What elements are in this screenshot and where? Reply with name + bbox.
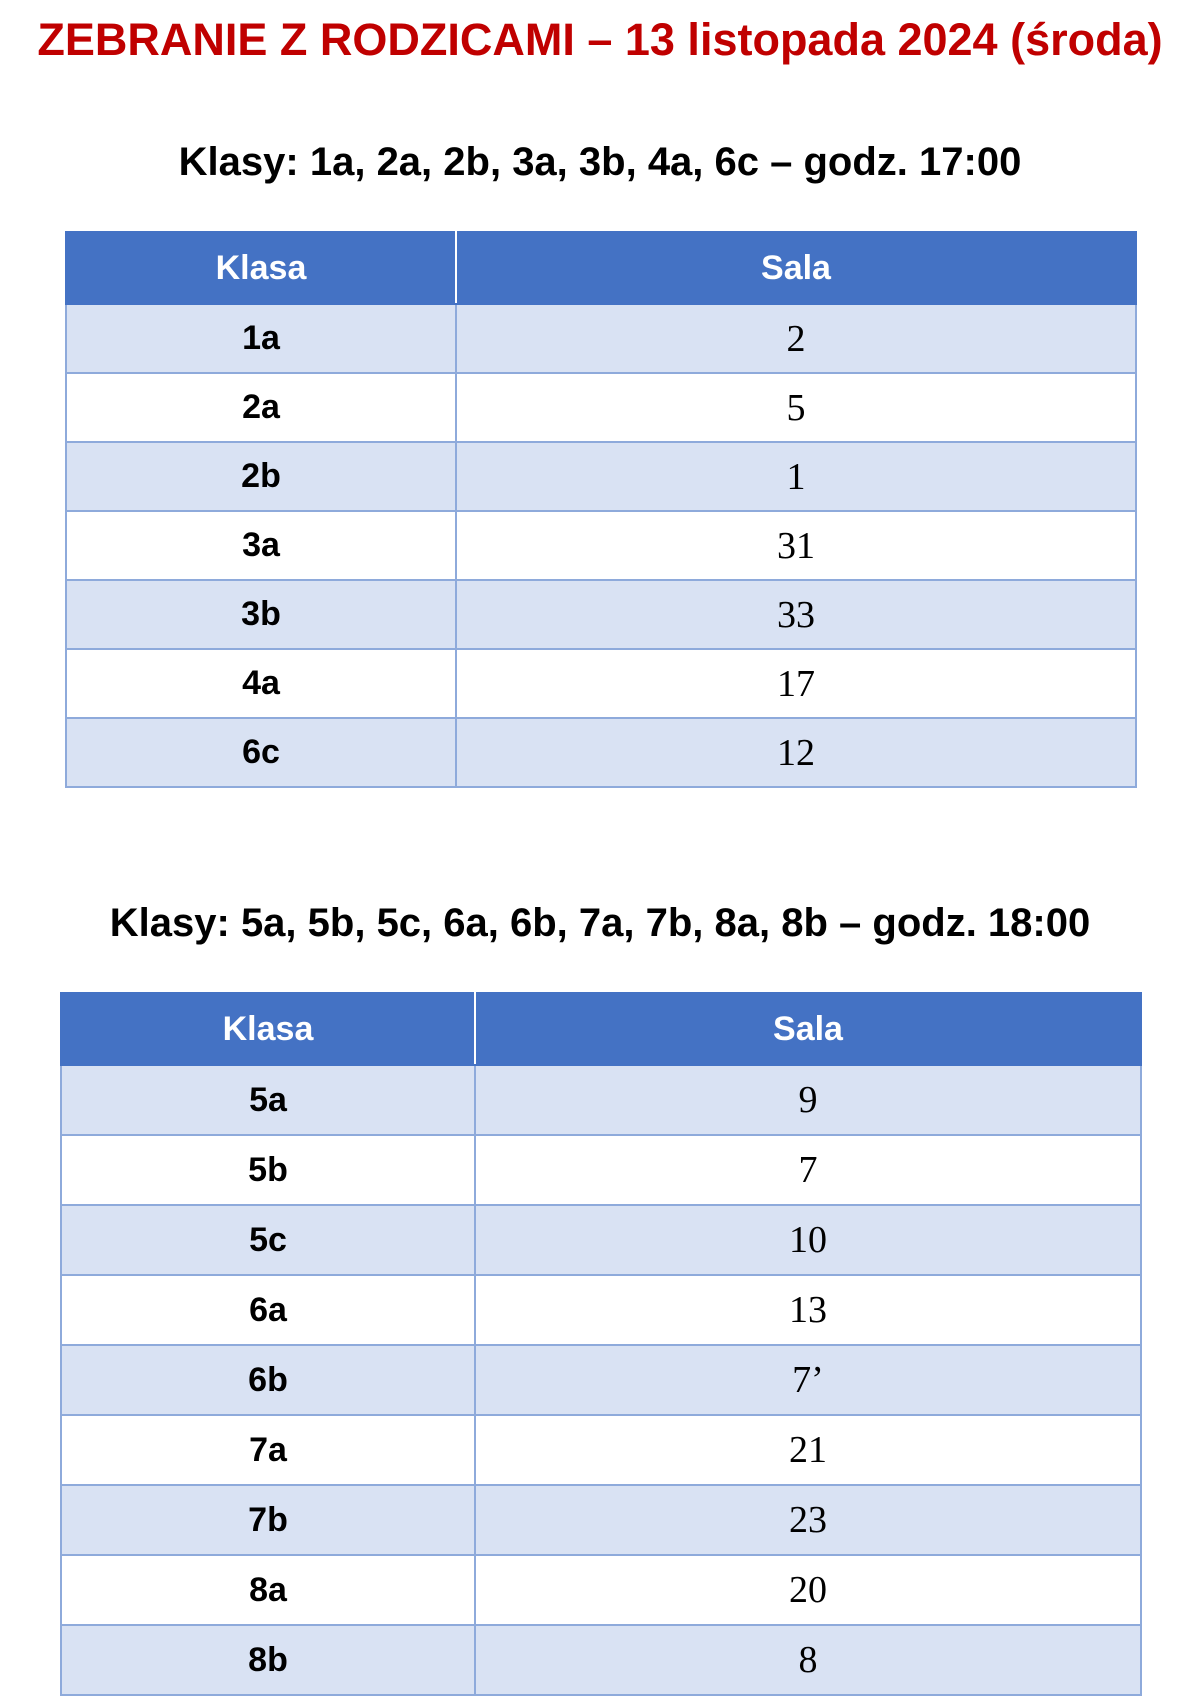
table-row (66, 649, 1136, 718)
sala-cell: 23 (475, 1485, 1141, 1555)
table-header-row (66, 232, 1136, 304)
klasa-cell: 1a (66, 304, 456, 373)
table-row (66, 304, 1136, 373)
schedule-table-18 (60, 992, 1142, 1696)
klasa-cell: 2b (66, 442, 456, 511)
klasa-cell: 8b (61, 1625, 475, 1695)
sala-cell: 13 (475, 1275, 1141, 1345)
schedule-table-17 (65, 231, 1137, 788)
sala-cell: 1 (456, 442, 1136, 511)
table-row (61, 1625, 1141, 1695)
table-row (66, 373, 1136, 442)
sala-cell: 5 (456, 373, 1136, 442)
column-header-klasa: Klasa (66, 232, 456, 304)
sala-cell: 33 (456, 580, 1136, 649)
klasa-cell: 2a (66, 373, 456, 442)
klasa-cell: 5b (61, 1135, 475, 1205)
table-row (61, 1485, 1141, 1555)
klasa-cell: 3b (66, 580, 456, 649)
sala-cell: 10 (475, 1205, 1141, 1275)
klasa-cell: 7a (61, 1415, 475, 1485)
table-row (66, 580, 1136, 649)
table-row (61, 1205, 1141, 1275)
table-row (61, 1135, 1141, 1205)
klasa-cell: 5c (61, 1205, 475, 1275)
table-row (61, 1345, 1141, 1415)
table-row (66, 718, 1136, 787)
column-header-klasa: Klasa (61, 993, 475, 1065)
klasa-cell: 8a (61, 1555, 475, 1625)
sala-cell: 31 (456, 511, 1136, 580)
sala-cell: 2 (456, 304, 1136, 373)
section-heading-18: Klasy: 5a, 5b, 5c, 6a, 6b, 7a, 7b, 8a, 8b – godz. 18:00 (109, 901, 1091, 945)
klasa-cell: 6c (66, 718, 456, 787)
sala-cell: 7’ (475, 1345, 1141, 1415)
page-title: ZEBRANIE Z RODZICAMI – 13 listopada 2024 (środa) (37, 14, 1163, 65)
table-header-row (61, 993, 1141, 1065)
sala-cell: 20 (475, 1555, 1141, 1625)
klasa-cell: 6b (61, 1345, 475, 1415)
column-header-sala: Sala (456, 232, 1136, 304)
klasa-cell: 3a (66, 511, 456, 580)
klasa-cell: 4a (66, 649, 456, 718)
table-row (61, 1065, 1141, 1135)
sala-cell: 21 (475, 1415, 1141, 1485)
sala-cell: 9 (475, 1065, 1141, 1135)
klasa-cell: 5a (61, 1065, 475, 1135)
table-row (61, 1555, 1141, 1625)
section-heading-17: Klasy: 1a, 2a, 2b, 3a, 3b, 4a, 6c – godz. 17:00 (178, 140, 1022, 184)
column-header-sala: Sala (475, 993, 1141, 1065)
klasa-cell: 6a (61, 1275, 475, 1345)
sala-cell: 12 (456, 718, 1136, 787)
table-row (66, 511, 1136, 580)
sala-cell: 17 (456, 649, 1136, 718)
sala-cell: 8 (475, 1625, 1141, 1695)
table-row (61, 1275, 1141, 1345)
sala-cell: 7 (475, 1135, 1141, 1205)
klasa-cell: 7b (61, 1485, 475, 1555)
table-row (61, 1415, 1141, 1485)
table-row (66, 442, 1136, 511)
